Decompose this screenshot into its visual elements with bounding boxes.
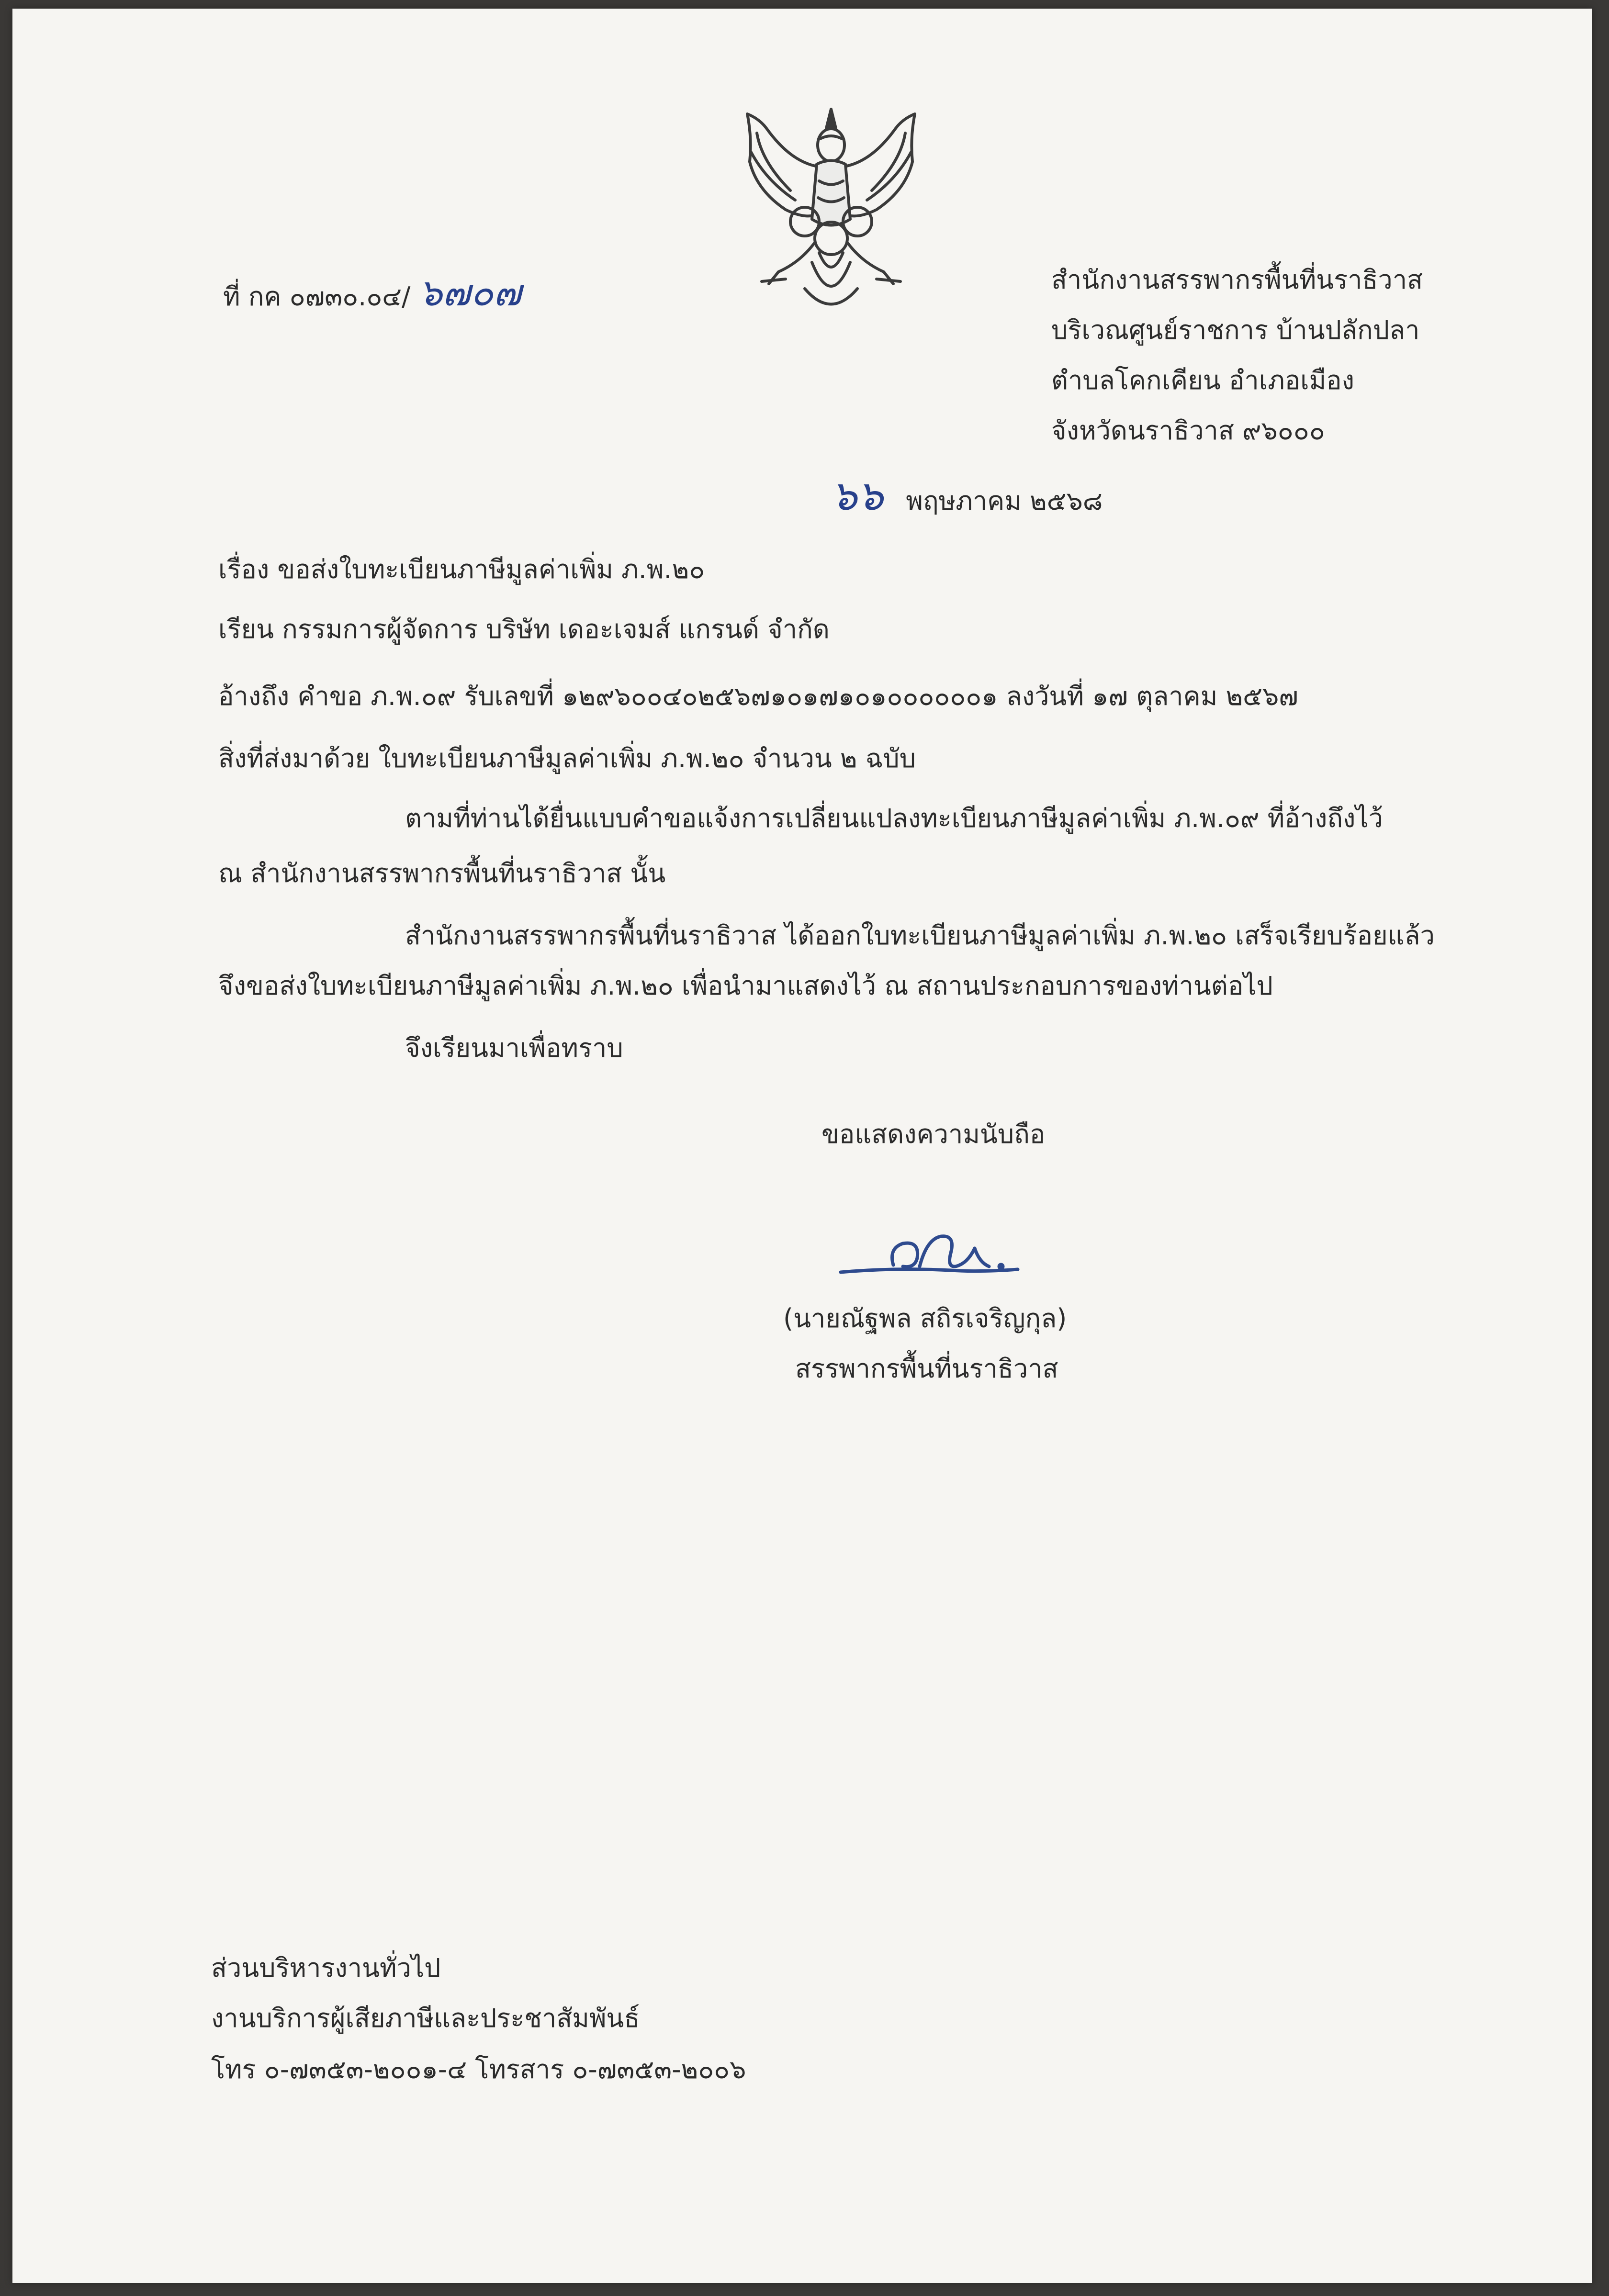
recipient-line: เรียน กรรมการผู้จัดการ บริษัท เดอะเจมส์ แกรนด์ จำกัด — [218, 614, 830, 644]
closing-sentence: จึงเรียนมาเพื่อทราบ — [405, 1033, 623, 1063]
subject-line: เรื่อง ขอส่งใบทะเบียนภาษีมูลค่าเพิ่ม ภ.พ.๒๐ — [218, 554, 705, 584]
salutation: ขอแสดงความนับถือ — [821, 1119, 1046, 1149]
signer-title: สรรพากรพื้นที่นราธิวาส — [795, 1354, 1058, 1384]
sender-address-line-4: จังหวัดนราธิวาส ๙๖๐๐๐ — [1051, 415, 1325, 446]
footer-contact: โทร ๐-๗๓๕๓-๒๐๐๑-๔ โทรสาร ๐-๗๓๕๓-๒๐๐๖ — [211, 2054, 746, 2084]
paragraph-1-line-1: ตามที่ท่านได้ยื่นแบบคำขอแจ้งการเปลี่ยนแปลงทะเบียนภาษีมูลค่าเพิ่ม ภ.พ.๐๙ ที่อ้างถึงไว้ — [405, 803, 1383, 833]
paragraph-2-line-2: จึงขอส่งใบทะเบียนภาษีมูลค่าเพิ่ม ภ.พ.๒๐ เพื่อนำมาแสดงไว้ ณ สถานประกอบการของท่านต่อไป — [218, 971, 1273, 1001]
letter-page — [12, 9, 1592, 2283]
sender-address-line-3: ตำบลโคกเคียน อำเภอเมือง — [1051, 365, 1354, 395]
date-day-handwritten: ๖๖ — [831, 472, 884, 520]
reference-number — [223, 271, 521, 314]
footer-line-1: ส่วนบริหารงานทั่วไป — [211, 1953, 441, 1983]
signer-name: (นายณัฐพล สถิรเจริญกุล) — [783, 1303, 1067, 1333]
paragraph-1-line-2: ณ สำนักงานสรรพากรพื้นที่นราธิวาส นั้น — [218, 858, 666, 888]
signature-icon — [836, 1210, 1037, 1296]
sender-address-line-1: สำนักงานสรรพากรพื้นที่นราธิวาส — [1051, 265, 1423, 295]
enclosure-line: สิ่งที่ส่งมาด้วย ใบทะเบียนภาษีมูลค่าเพิ่ม ภ.พ.๒๐ จำนวน ๒ ฉบับ — [218, 743, 916, 773]
sender-address-line-2: บริเวณศูนย์ราชการ บ้านปลักปลา — [1051, 315, 1420, 345]
paragraph-2-line-1: สำนักงานสรรพากรพื้นที่นราธิวาส ได้ออกใบทะเบียนภาษีมูลค่าเพิ่ม ภ.พ.๒๐ เสร็จเรียบร้อยแล้ว — [405, 920, 1435, 951]
date-month-year: พฤษภาคม ๒๕๖๘ — [906, 486, 1103, 516]
letter-date — [831, 472, 1103, 520]
reference-number-handwritten: ๖๗๐๗ — [418, 271, 521, 314]
reference-prefix: ที่ กค ๐๗๓๐.๐๔/ — [223, 281, 411, 312]
footer-line-2: งานบริการผู้เสียภาษีและประชาสัมพันธ์ — [211, 2003, 640, 2033]
garuda-emblem-icon — [733, 100, 929, 325]
reference-line: อ้างถึง คำขอ ภ.พ.๐๙ รับเลขที่ ๑๒๙๖๐๐๔๐๒๕๖๗๑๐๑๗๑๐๑๐๐๐๐๐๐๑ ลงวันที่ ๑๗ ตุลาคม ๒๕๖๗ — [218, 681, 1298, 711]
